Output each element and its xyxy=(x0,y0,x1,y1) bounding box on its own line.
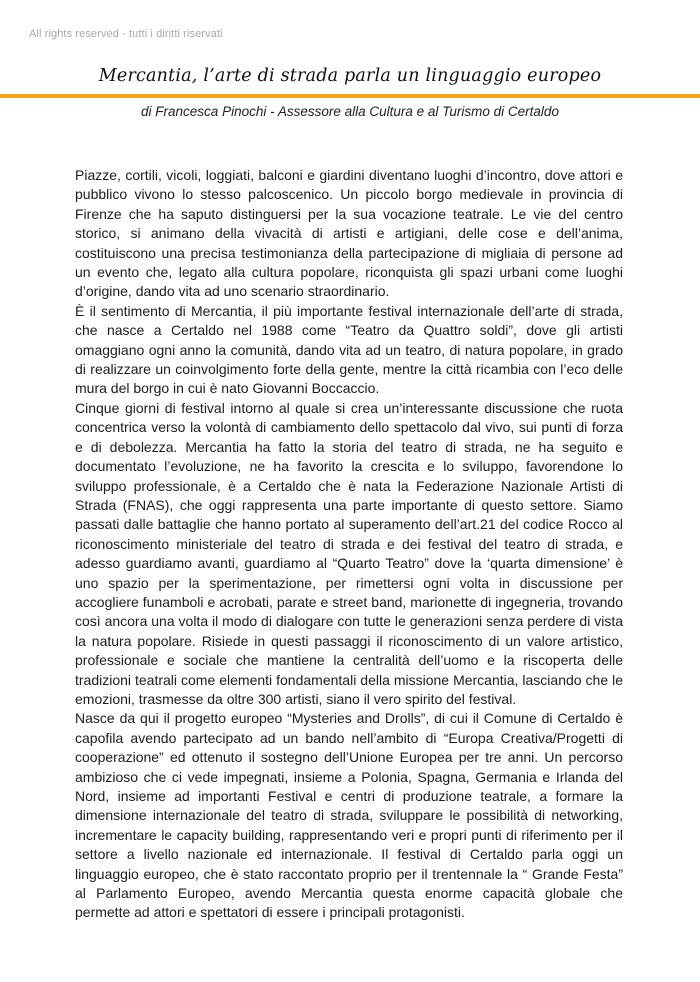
paragraph-1: Piazze, cortili, vicoli, loggiati, balconi e giardini diventano luoghi d’incontro, dove attori e pubblico vivono lo stesso palcoscenico. Un piccolo borgo medievale in provincia di Firenze che ha saputo distinguersi per la sua vocazione teatrale. Le vie del centro storico, si animano della vivacità di artisti e artigiani, delle cose e dell’anima, costituiscono una precisa testimonianza della partecipazione di migliaia di persone ad un evento che, legato alla cultura popolare, riconquista gli spazi urbani come luoghi d’origine, dando vita ad uno scenario straordinario. xyxy=(75,167,623,300)
article-body xyxy=(75,166,623,923)
article-byline: di Francesca Pinochi - Assessore alla Cultura e al Turismo di Certaldo xyxy=(141,104,559,119)
paragraph-4: Nasce da qui il progetto europeo “Mysteries and Drolls”, di cui il Comune di Certaldo è capofila avendo partecipato ad un bando nell’ambito di “Europa Creativa/Progetti di cooperazione” ed ottenuto il sostegno dell’Unione Europea per tre anni. Un percorso ambizioso che ci vede impegnati, insieme a Polonia, Spagna, Germania e Irlanda del Nord, insieme ad importanti Festival e centri di produzione teatrale, a formare la dimensione internazionale del teatro di strada, sviluppare le possibilità di networking, incrementare le capacity building, rappresentando veri e propri punti di riferimento per il settore a livello nazionale ed internazionale. Il festival di Certaldo parla oggi un linguaggio europeo, che è stato raccontato proprio per il trentennale la “ Grande Festa” al Parlamento Europeo, avendo Mercantia questa enorme capacità globale che permette ad attori e spettatori di essere i principali protagonisti. xyxy=(75,710,623,921)
paragraph-2: È il sentimento di Mercantia, il più importante festival internazionale dell’arte di strada, che nasce a Certaldo nel 1988 come “Teatro da Quattro soldi”, dove gli artisti omaggiano ogni anno la comunità, dando vita ad un teatro, di natura popolare, in grado di realizzare un coinvolgimento forte della gente, mentre la città ricambia con l’eco delle mura del borgo in cui è nato Giovanni Boccaccio. xyxy=(75,302,623,397)
header-divider xyxy=(0,94,700,98)
paragraph-3: Cinque giorni di festival intorno al quale si crea un’interessante discussione che ruota concentrica verso la volontà di cambiamento dello spettacolo dal vivo, sui punti di forza e di debolezza. Mercantia ha fatto la storia del teatro di strada, ne ha seguito e documentato l’evoluzione, ne ha favorito la crescita e lo sviluppo, favorendone lo sviluppo professionale, è a Certaldo che è nata la Federazione Nazionale Artisti di Strada (FNAS), che oggi rappresenta una parte importante di questo settore. Siamo passati dalle battaglie che hanno portato al superamento dell’art.21 del codice Rocco al riconoscimento ministeriale del teatro di strada e dei festival del teatro di strada, e adesso guardiamo avanti, guardiamo al “Quarto Teatro” dove la ‘quarta dimensione’ è uno spazio per la sperimentazione, per rimettersi ogni volta in discussione per accogliere funamboli e acrobati, parate e street band, marionette di ingegneria, trovando così ancora una volta il modo di dialogare con tutte le generazioni senza perdere di vista la natura popolare. Risiede in questi passaggi il riconoscimento di un valore artistico, professionale e sociale che mantiene la centralità dell’uomo e la riscoperta delle tradizioni teatrali come elementi fondamentali della missione Mercantia, lasciando che le emozioni, trasmesse da oltre 300 artisti, siano il vero spirito del festival. xyxy=(75,399,623,707)
article-title: Mercantia, l’arte di strada parla un linguaggio europeo xyxy=(98,66,602,86)
rights-notice: All rights reserved - tutti i diritti riservati xyxy=(29,28,223,40)
